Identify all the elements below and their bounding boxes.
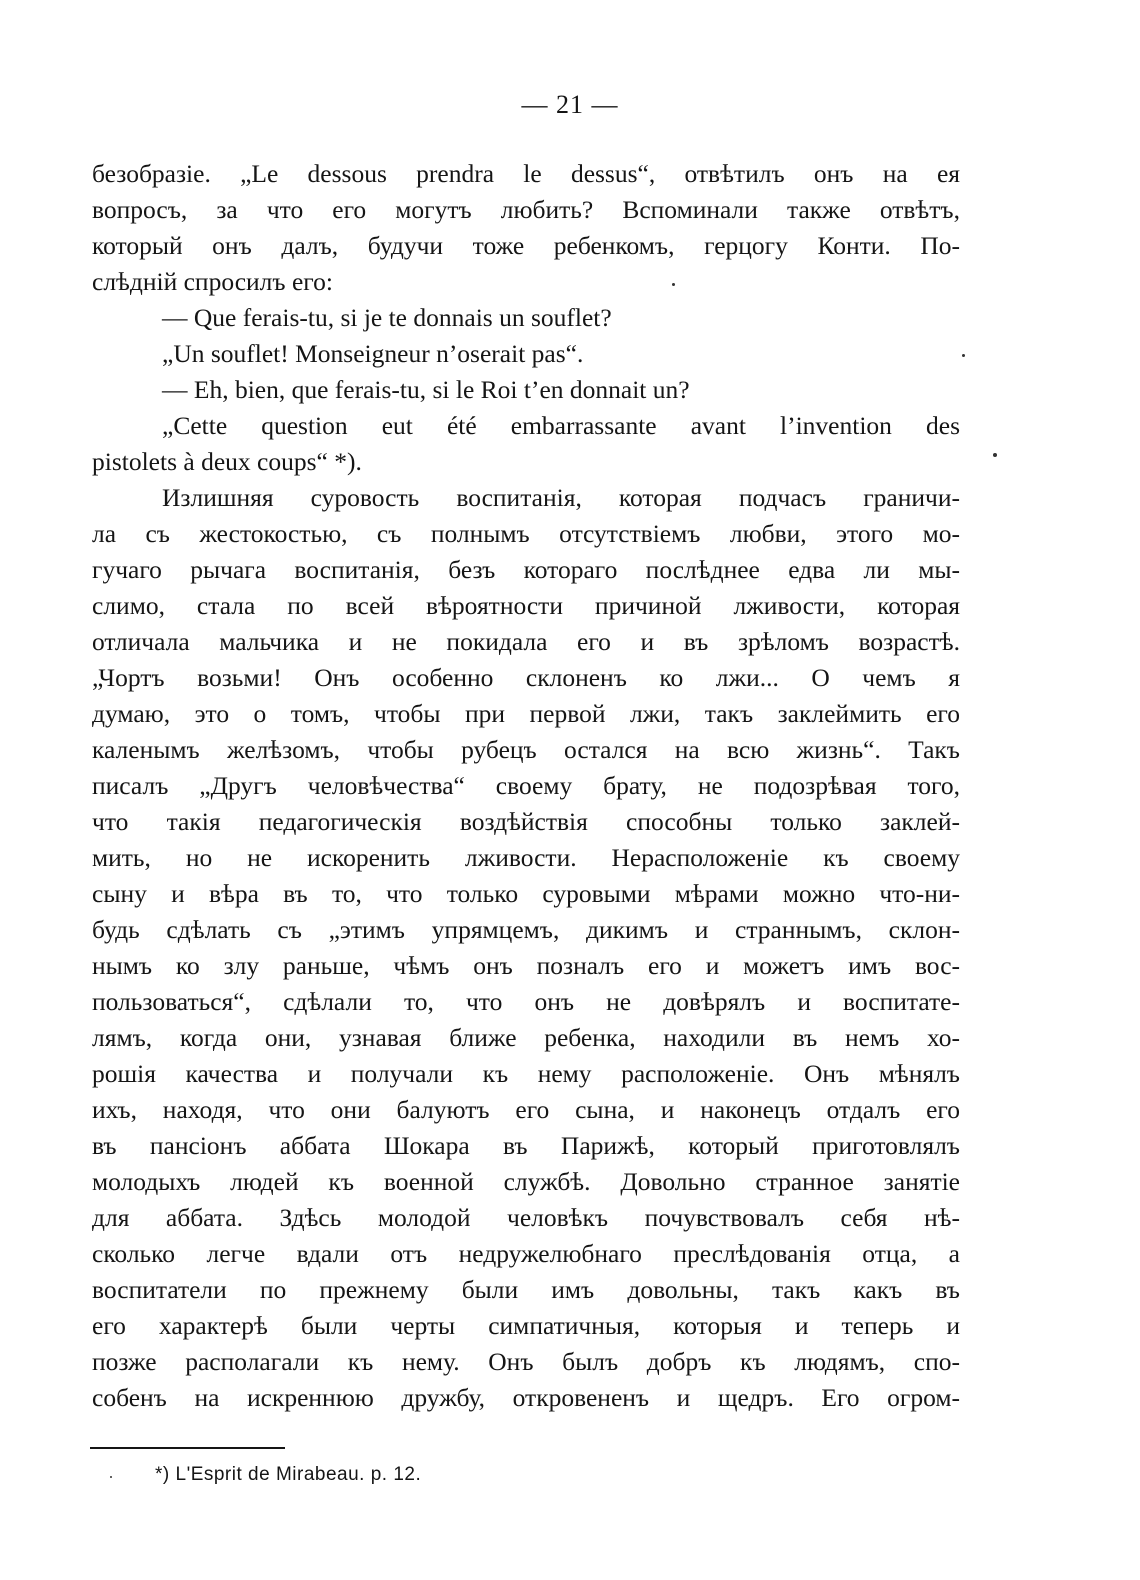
text-line: для аббата. Здѣсь молодой человѣкъ почувствовалъ себя нѣ- xyxy=(92,1203,960,1232)
text-line: Излишняя суровость воспитанія, которая подчасъ граничи- xyxy=(162,483,960,512)
text-line: pistolets à deux coups“ *). xyxy=(92,447,362,476)
text-line: сколько легче вдали отъ недружелюбнаго преслѣдованія отца, а xyxy=(92,1239,960,1268)
scan-speck xyxy=(110,1476,112,1478)
text-line: отличала мальчика и не покидала его и въ зрѣломъ возрастѣ. xyxy=(92,627,960,656)
text-line: молодыхъ людей къ военной службѣ. Довольно странное занятіе xyxy=(92,1167,960,1196)
page-number: — 21 — xyxy=(521,90,619,119)
text-line: лямъ, когда они, узнавая ближе ребенка, находили въ немъ хо- xyxy=(92,1023,960,1052)
text-line: будь сдѣлать съ „этимъ упрямцемъ, дикимъ и страннымъ, склон- xyxy=(92,915,960,944)
text-line: мить, но не искоренить лживости. Нерасположеніе къ своему xyxy=(92,843,960,872)
scan-speck xyxy=(993,453,997,457)
text-line: нымъ ко злу раньше, чѣмъ онъ позналъ его и можетъ имъ вос- xyxy=(92,951,960,980)
text-line: что такія педагогическія воздѣйствія способны только заклей- xyxy=(92,807,960,836)
text-line: слимо, стала по всей вѣроятности причиной лживости, которая xyxy=(92,591,960,620)
text-line: думаю, это о томъ, чтобы при первой лжи, такъ заклеймить его xyxy=(92,699,960,728)
text-line: писалъ „Другъ человѣчества“ своему брату, не подозрѣвая того, xyxy=(92,771,960,800)
text-line: въ пансіонъ аббата Шокара въ Парижѣ, который приготовлялъ xyxy=(92,1131,960,1160)
text-line: гучаго рычага воспитанія, безъ котораго послѣднее едва ли мы- xyxy=(92,555,960,584)
text-line: — Eh, bien, que ferais-tu, si le Roi t’en donnait un? xyxy=(162,375,690,404)
text-line: каленымъ желѣзомъ, чтобы рубецъ остался на всю жизнь“. Такъ xyxy=(92,735,960,764)
scan-speck xyxy=(672,283,675,286)
footnote-divider xyxy=(90,1447,285,1449)
text-line: который онъ далъ, будучи тоже ребенкомъ, герцогу Конти. По- xyxy=(92,231,960,260)
text-line: слѣдній спросилъ его: xyxy=(92,267,333,296)
footnote: *) L'Esprit de Mirabeau. p. 12. xyxy=(155,1464,422,1485)
text-line: ла съ жестокостью, съ полнымъ отсутствіемъ любви, этого мо- xyxy=(92,519,960,548)
text-line: безобразіе. „Le dessous prendra le dessus“, отвѣтилъ онъ на ея xyxy=(92,159,960,188)
scan-speck xyxy=(962,354,965,357)
text-line: пользоваться“, сдѣлали то, что онъ не довѣрялъ и воспитате- xyxy=(92,987,960,1016)
text-line: собенъ на искреннюю дружбу, откровененъ и щедръ. Его огром- xyxy=(92,1383,960,1412)
text-line: его характерѣ были черты симпатичныя, которыя и теперь и xyxy=(92,1311,960,1340)
text-line: „Cette question eut été embarrassante avant l’invention des xyxy=(162,411,960,440)
text-line: — Que ferais-tu, si je te donnais un souflet? xyxy=(162,303,612,332)
body-text xyxy=(92,156,960,1416)
text-line: воспитатели по прежнему были имъ довольны, такъ какъ въ xyxy=(92,1275,960,1304)
text-line: рошія качества и получали къ нему расположеніе. Онъ мѣнялъ xyxy=(92,1059,960,1088)
text-line: вопросъ, за что его могутъ любить? Вспоминали также отвѣтъ, xyxy=(92,195,960,224)
text-line: „Чортъ возьми! Онъ особенно склоненъ ко лжи... О чемъ я xyxy=(92,663,960,692)
text-line: ихъ, находя, что они балуютъ его сына, и наконецъ отдалъ его xyxy=(92,1095,960,1124)
text-line: „Un souflet! Monseigneur n’oserait pas“. xyxy=(162,339,584,368)
text-line: позже располагали къ нему. Онъ былъ добръ къ людямъ, спо- xyxy=(92,1347,960,1376)
text-line: сыну и вѣра въ то, что только суровыми мѣрами можно что-ни- xyxy=(92,879,960,908)
